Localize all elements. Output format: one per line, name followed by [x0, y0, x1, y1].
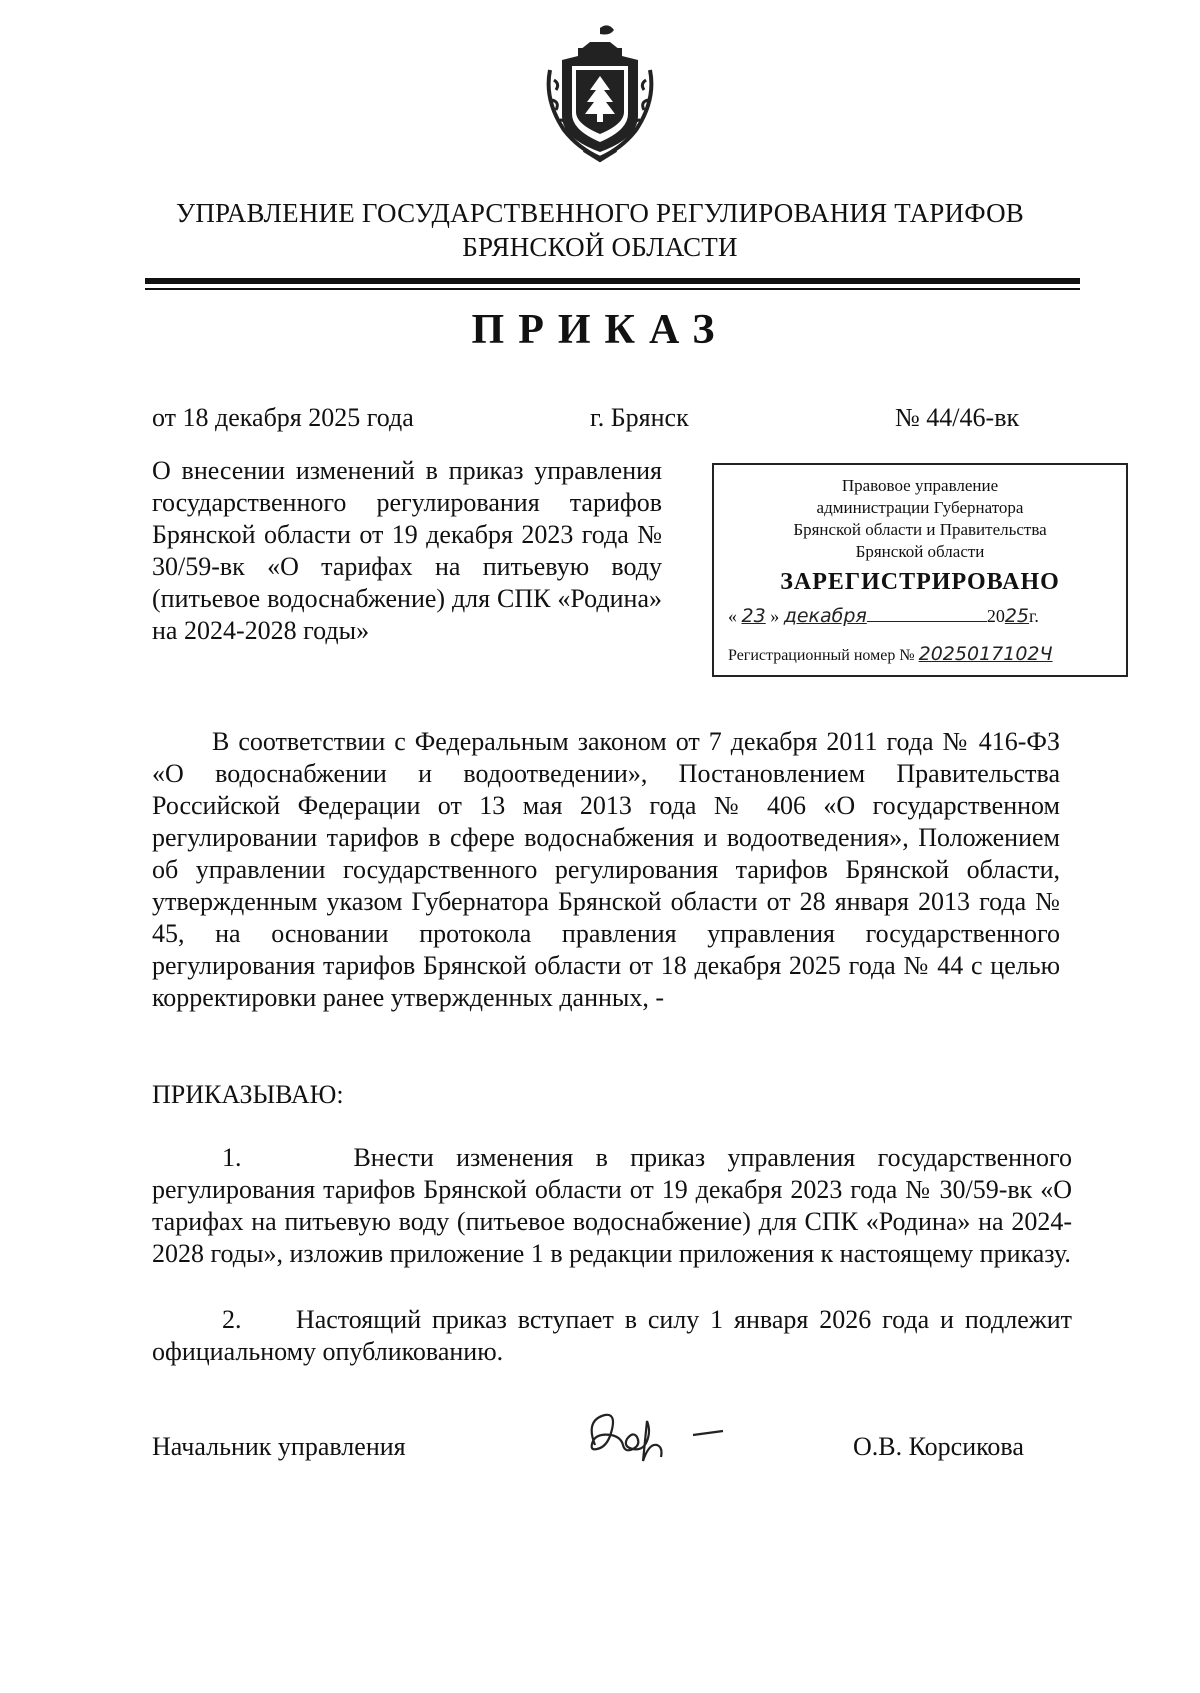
stamp-day: 23 — [741, 605, 766, 627]
document-city: г. Брянск — [590, 403, 689, 432]
stamp-line-3: Брянской области и Правительства — [793, 520, 1047, 539]
signatory-name: О.В. Корсикова — [853, 1432, 1024, 1461]
stamp-year-suffix: 25 — [1004, 605, 1030, 627]
stamp-line-2: администрации Губернатора — [816, 498, 1024, 517]
coat-of-arms-icon — [540, 20, 660, 170]
header-divider-thin — [145, 288, 1080, 290]
stamp-line-4: Брянской области — [855, 542, 985, 561]
document-type-title: ПРИКАЗ — [471, 307, 729, 353]
stamp-reg-label: Регистрационный номер № — [728, 647, 915, 664]
stamp-line-1: Правовое управление — [841, 476, 999, 495]
stamp-month: декабря — [783, 605, 867, 627]
organization-name — [100, 196, 1100, 264]
document-number: № 44/46-вк — [895, 403, 1020, 432]
signatory-title: Начальник управления — [152, 1432, 406, 1461]
organization-line-2: БРЯНСКОЙ ОБЛАСТИ — [462, 232, 738, 262]
order-item-2: 2. Настоящий приказ вступает в силу 1 января 2026 года и подлежит официальному опубликованию. — [152, 1305, 1072, 1366]
stamp-reg-line — [728, 643, 1123, 665]
registration-stamp — [712, 463, 1128, 677]
stamp-status: ЗАРЕГИСТРИРОВАНО — [780, 569, 1060, 595]
document-date: от 18 декабря 2025 года — [152, 403, 414, 432]
stamp-reg-number: 2025017102Ч — [918, 643, 1053, 665]
organization-line-1: УПРАВЛЕНИЕ ГОСУДАРСТВЕННОГО РЕГУЛИРОВАНИЯ ТАРИФОВ — [176, 198, 1024, 228]
stamp-year-prefix: 20 — [986, 606, 1005, 626]
stamp-year-end: г. — [1029, 606, 1039, 626]
order-word: ПРИКАЗЫВАЮ: — [152, 1080, 344, 1109]
order-item-1: 1. Внести изменения в приказ управления государственного регулирования тарифов Брянской области от 19 декабря 2023 года № 30/59-вк «О тарифах на питьевую воду (питьевое водоснабжение) для СПК «Родина» на 2024-2028 годы», изложив приложение 1 в редакции приложения к настоящему приказу. — [152, 1143, 1072, 1268]
document-subject: О внесении изменений в приказ управления государственного регулирования тарифов Брянской области от 19 декабря 2023 года № 30/59-вк «О тарифах на питьевую воду (питьевое водоснабжение) для СПК «Родина» на 2024-2028 годы» — [152, 456, 662, 645]
handwritten-signature — [575, 1405, 745, 1475]
header-divider-thick — [145, 278, 1080, 284]
stamp-date-line: « 23 » декабря 2025г. — [728, 605, 1039, 627]
preamble-paragraph: В соответствии с Федеральным законом от 7 декабря 2011 года № 416-ФЗ «О водоснабжении и водоотведении», Постановлением Правительства Российской Федерации от 13 мая 2013 года № 406 «О государственном регулировании тарифов в сфере водоснабжения и водоотведения», Положением об управлении государственного регулирования тарифов Брянской области, утвержденным указом Губернатора Брянской области от 28 января 2013 года № 45, на основании протокола правления управления государственного регулирования тарифов Брянской области от 18 декабря 2025 года № 44 с целью корректировки ранее утвержденных данных, - — [152, 727, 1060, 1012]
